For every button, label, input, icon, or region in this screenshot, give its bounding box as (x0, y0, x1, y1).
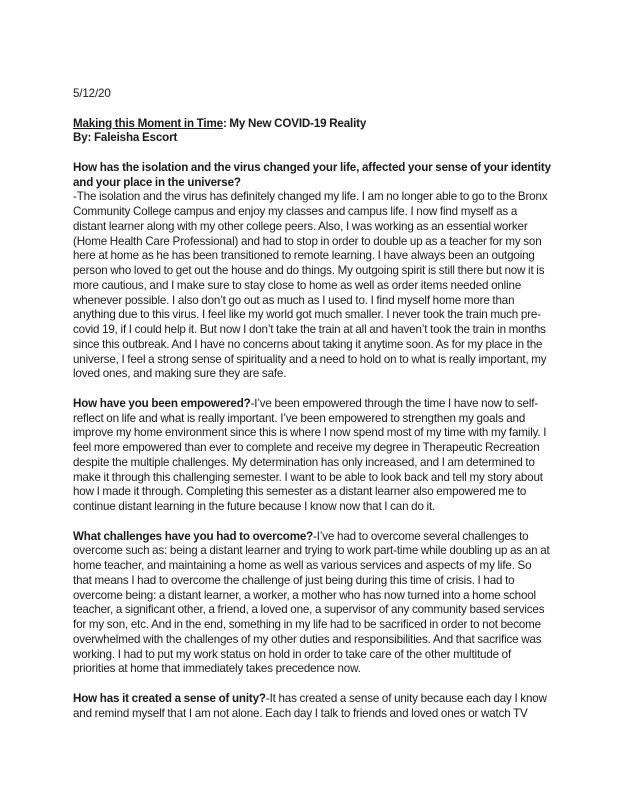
section-unity (73, 692, 551, 722)
section-question: What challenges have you had to overcome? (73, 529, 314, 543)
document-byline: By: Faleisha Escort (73, 131, 178, 145)
section-challenges (73, 530, 551, 678)
section-question: How has the isolation and the virus changed your life, affected your sense of your identity and your place in the universe? (73, 160, 551, 189)
section-question: How has it created a sense of unity? (73, 691, 266, 705)
section-isolation (73, 161, 551, 382)
document-date: 5/12/20 (73, 87, 111, 100)
section-empowered (73, 397, 551, 515)
document-title-underlined: Making this Moment in Time (73, 116, 223, 130)
document-title (73, 117, 551, 132)
document-page (73, 87, 551, 736)
document-title-rest: : My New COVID-19 Reality (222, 116, 367, 130)
section-answer: -The isolation and the virus has definitely changed my life. I am no longer able to go to the Bronx Community College campus and enjoy my classes and campus life. I now find myself as a distant learner along with my other college peers. Also, I was working as an essential worker (Home Health Care Professional) and had to stop in order to double up as a teacher for my son here at home as he has been transitioned to remote learning. I have always been an outgoing person who loved to get out the house and do things. My outgoing spirit is still there but now it is more cautious, and I make sure to stay close to home as well as order items needed online whenever possible. I also don’t go out as much as I used to. I find myself home more than anything due to this virus. I feel like my world got much smaller. I never took the train much pre-covid 19, if I could help it. But now I don’t take the train at all and haven’t took the train in months since this outbreak. And I have no concerns about taking it anytime soon. As for my place in the universe, I feel a strong sense of spirituality and a need to hold on to what is really important, my loved ones, and making sure they are safe. (73, 190, 548, 381)
section-answer: -I’ve had to overcome several challenges to overcome such as: being a distant learner and trying to work part-time while doubling up as an at home teacher, and maintaining a home as well as various services and aspects of my life. So that means I had to overcome the challenge of just being during this time of crisis. I had to overcome being: a distant learner, a worker, a mother who has now turned into a home school teacher, a significant other, a friend, a loved one, a supervisor of any community based services for my son, etc. And in the end, something in my life had to be sacrificed in order to not become overwhelmed with the challenges of my other duties and responsibilities. And that sacrifice was working. I had to put my work status on hold in order to take care of the other multitude of priorities at home that immediately takes precedence now. (73, 529, 550, 676)
section-answer: -It has created a sense of unity because each day I know and remind myself that I am not alone. Each day I talk to friends and loved ones or watch TV (73, 691, 547, 720)
section-answer: -I’ve been empowered through the time I have now to self-reflect on life and what is really important. I’ve been empowered to strengthen my goals and improve my home environment since this is where I now spend most of my time with my family. I feel more empowered than ever to complete and receive my degree in Therapeutic Recreation despite the multiple challenges. My determination has only increased, and I am determined to make it through this challenging semester. I want to be able to look back and tell my story about how I made it through. Completing this semester as a distant learner also empowered me to continue distant learning in the future because I know now that I can do it. (73, 396, 547, 513)
section-question: How have you been empowered? (73, 396, 251, 410)
